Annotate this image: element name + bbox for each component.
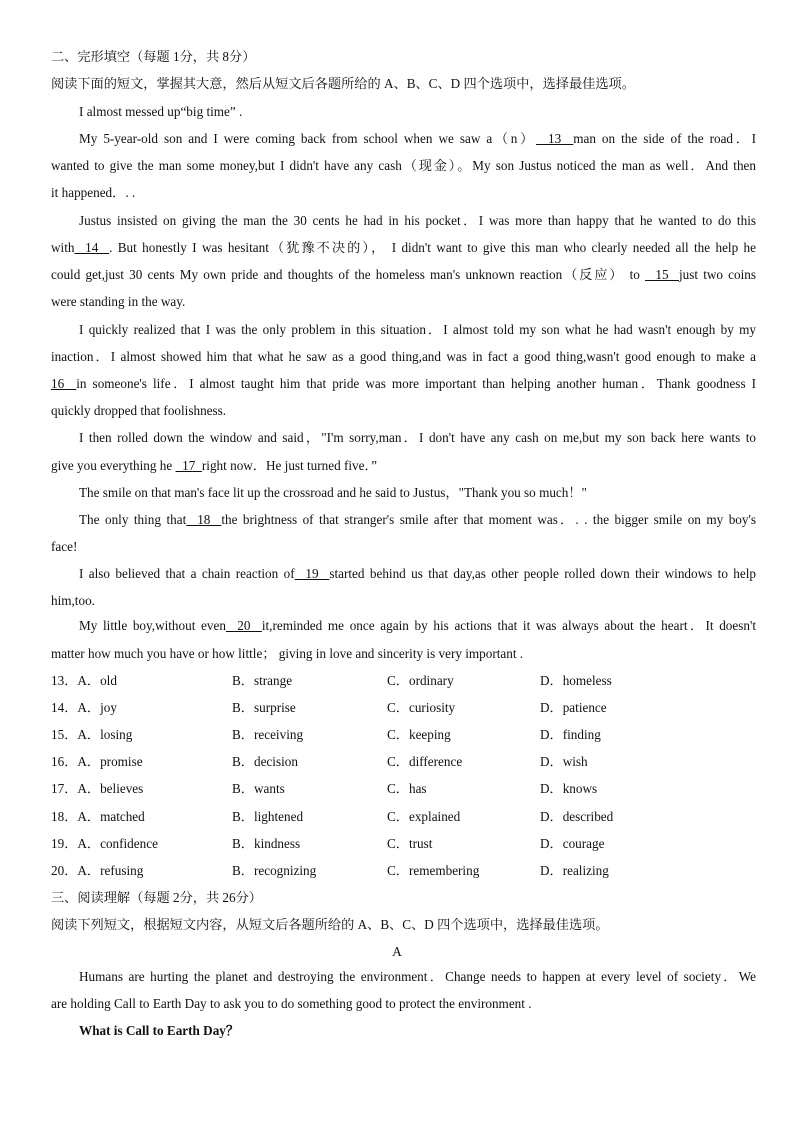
section-heading: What is Call to Earth Day？: [79, 1023, 240, 1038]
option-row-19: [51, 835, 756, 853]
passage-line: are holding Call to Earth Day to ask you to do something good to protect the environment .: [51, 996, 532, 1011]
passage-line: quickly dropped that foolishness.: [51, 403, 227, 418]
option-d: D．finding: [540, 727, 601, 742]
passage-line: My 5-year-old son and I were coming back from school when we saw a（n） 13 man on the side of the road．I: [79, 131, 757, 146]
option-d: D．knows: [540, 781, 598, 796]
passage-line: I also believed that a chain reaction of 19 started behind us that day,as other people rolled down their windows to help: [79, 566, 757, 581]
option-row-15: [51, 726, 756, 744]
option-a: 15．A．losing: [51, 727, 133, 742]
option-b: B．decision: [232, 754, 298, 769]
option-a: 13．A．old: [51, 673, 117, 688]
passage-line: him,too.: [51, 593, 95, 608]
option-a: 20．A．refusing: [51, 863, 144, 878]
passage-paragraph-1: I almost messed up“big time” .: [79, 104, 243, 119]
option-c: C．trust: [387, 836, 433, 851]
option-a: 16．A．promise: [51, 754, 143, 769]
option-d: D．realizing: [540, 863, 609, 878]
blank-19: 19: [294, 566, 330, 581]
option-row-20: [51, 862, 756, 880]
section3-instruction: 阅读下列短文，根据短文内容，从短文后各题所给的 A、B、C、D 四个选项中，选择最佳选项。: [51, 917, 609, 932]
option-b: B．surprise: [232, 700, 296, 715]
option-a: 18．A．matched: [51, 809, 145, 824]
option-c: C．explained: [387, 809, 461, 824]
blank-14: 14: [74, 240, 110, 255]
option-d: D．homeless: [540, 673, 612, 688]
passage-line: Justus insisted on giving the man the 30 cents he had in his pocket．I was more than happy that he wanted to do this: [79, 213, 756, 228]
blank-17: 17: [175, 458, 202, 473]
option-c: C．difference: [387, 754, 463, 769]
section3-title: 三、阅读理解（每题 2分，共 26分）: [51, 890, 262, 905]
passage-label: A: [392, 944, 402, 959]
option-c: C．has: [387, 781, 427, 796]
blank-18: 18: [186, 512, 222, 527]
option-row-14: [51, 699, 756, 717]
option-a: 17．A．believes: [51, 781, 144, 796]
option-b: B．recognizing: [232, 863, 317, 878]
passage-line: face!: [51, 539, 78, 554]
passage-line: The smile on that man's face lit up the crossroad and he said to Justus，"Thank you so much！": [79, 485, 587, 500]
option-d: D．wish: [540, 754, 588, 769]
option-c: C．keeping: [387, 727, 451, 742]
passage-line: I then rolled down the window and said，"I'm sorry,man．I don't have any cash on me,but my son back here wants to: [79, 430, 756, 445]
option-c: C．remembering: [387, 863, 480, 878]
passage-line: Humans are hurting the planet and destroying the environment．Change needs to happen at every level of society．We: [79, 969, 756, 984]
option-row-18: [51, 808, 756, 826]
option-a: 14．A．joy: [51, 700, 117, 715]
passage-line: inaction．I almost showed him that what he saw as a good thing,and was in fact a good thing,wasn't good enough to make a: [51, 349, 756, 364]
blank-13: 13: [536, 131, 574, 146]
passage-line: wanted to give the man some money,but I didn't have any cash（现金）。My son Justus noticed the man as well．And then: [51, 158, 756, 173]
option-d: D．courage: [540, 836, 605, 851]
option-row-16: [51, 753, 756, 771]
passage-line: 16 in someone's life．I almost taught him that pride was more important than helping another human．Thank goodness I: [51, 376, 756, 391]
section2-instruction: 阅读下面的短文，掌握其大意，然后从短文后各题所给的 A、B、C、D 四个选项中，选择最佳选项。: [51, 76, 635, 91]
blank-20: 20: [225, 618, 262, 633]
option-b: B．kindness: [232, 836, 301, 851]
option-c: C．ordinary: [387, 673, 454, 688]
passage-line: My little boy,without even 20 it,reminded me once again by his actions that it was always about the heart．It doesn't: [79, 618, 757, 633]
passage-line: give you everything he 17 right now．He just turned five．”: [51, 458, 377, 473]
option-c: C．curiosity: [387, 700, 456, 715]
blank-15: 15: [645, 267, 679, 282]
option-d: D．described: [540, 809, 614, 824]
option-row-17: [51, 780, 756, 798]
passage-line: it happened．. .: [51, 185, 136, 200]
option-b: B．lightened: [232, 809, 304, 824]
passage-line: I quickly realized that I was the only problem in this situation．I almost told my son what he had wasn't enough by my: [79, 322, 756, 337]
section2-title: 二、完形填空（每题 1分，共 8分）: [51, 49, 256, 64]
passage-line: could get,just 30 cents My own pride and thoughts of the homeless man's unknown reaction（反应） to 15 just two coins: [51, 267, 757, 282]
option-b: B．wants: [232, 781, 285, 796]
option-b: B．strange: [232, 673, 293, 688]
passage-line: with 14 . But honestly I was hesitant（犹豫不决的）， I didn't want to give this man who clearly needed all the help he: [51, 240, 756, 255]
option-d: D．patience: [540, 700, 607, 715]
option-b: B．receiving: [232, 727, 304, 742]
passage-line: The only thing that 18 the brightness of that stranger's smile after that moment was．. . the bigger smile on my boy's: [79, 512, 756, 527]
option-a: 19．A．confidence: [51, 836, 158, 851]
option-row-13: [51, 672, 756, 690]
passage-line: were standing in the way.: [51, 294, 186, 309]
blank-16: 16: [51, 376, 77, 391]
passage-line: matter how much you have or how little； giving in love and sincerity is very important .: [51, 646, 524, 661]
